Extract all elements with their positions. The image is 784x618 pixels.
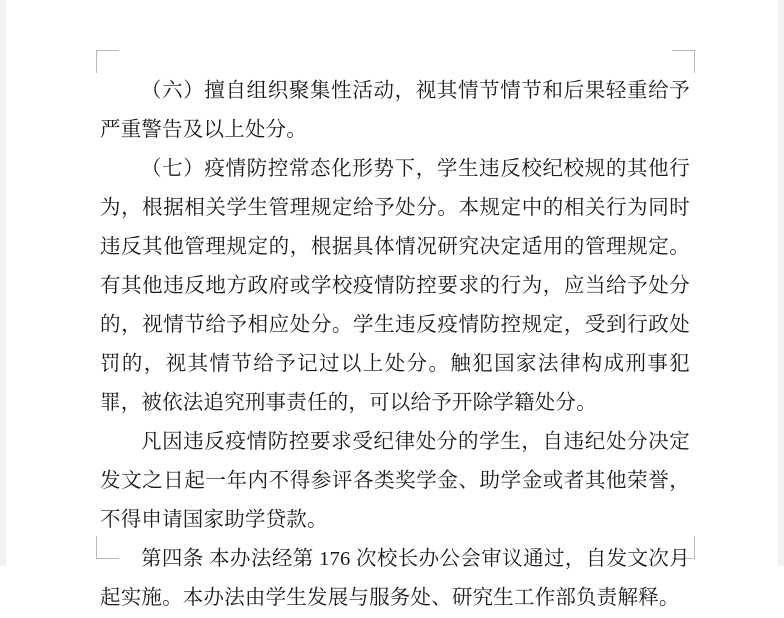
page-right-edge-shading (778, 0, 784, 566)
document-body (100, 72, 690, 618)
page-left-edge-shading (0, 0, 6, 566)
paragraph-article-four: 第四条 本办法经第 176 次校长办公会审议通过，自发文次月起实施。本办法由学生发展与服务处、研究生工作部负责解释。 (100, 548, 690, 609)
margin-guide-top-right (672, 50, 695, 73)
paragraph-clause-seven: （七）疫情防控常态化形势下，学生违反校纪校规的其他行为，根据相关学生管理规定给予处分。本规定中的相关行为同时违反其他管理规定的，根据具体情况研究决定适用的管理规定。有其他违反地方政府或学校疫情防控要求的行为，应当给予处分的，视情节给予相应处分。学生违反疫情防控规定，受到行政处罚的，视其情节给予记过以上处分。触犯国家法律构成刑事犯罪，被依法追究刑事责任的，可以给予开除学籍处分。 (100, 158, 690, 414)
paragraph-scholarship-restriction: 凡因违反疫情防控要求受纪律处分的学生，自违纪处分决定发文之日起一年内不得参评各类奖学金、助学金或者其他荣誉，不得申请国家助学贷款。 (100, 431, 690, 531)
margin-guide-top-left (96, 50, 119, 73)
paragraph-clause-six: （六）擅自组织聚集性活动，视其情节情节和后果轻重给予严重警告及以上处分。 (100, 80, 690, 141)
